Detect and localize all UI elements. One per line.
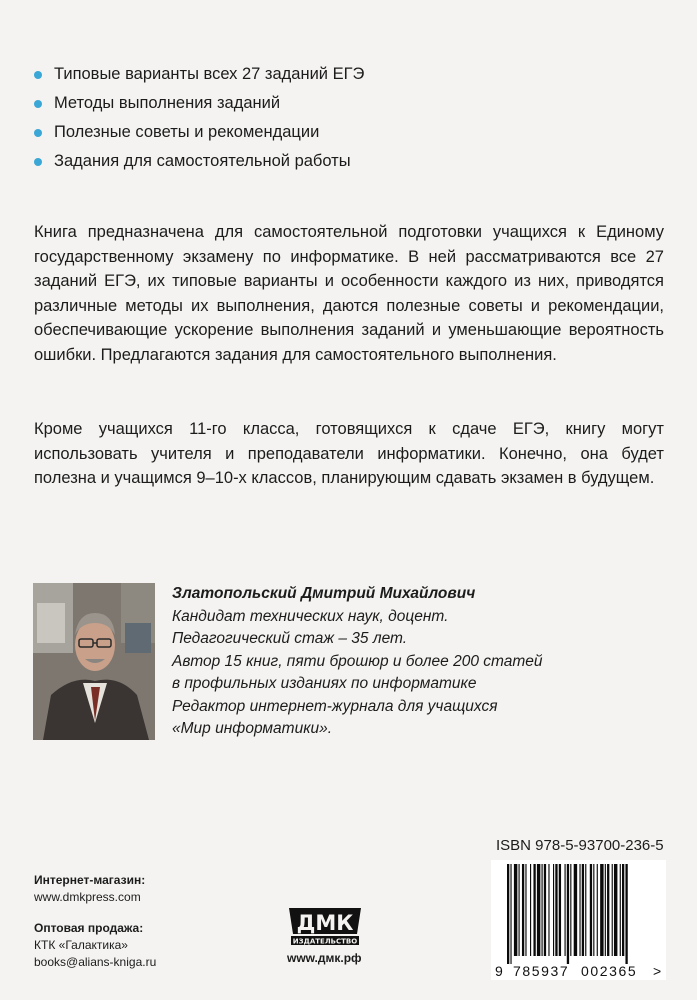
bullet-icon — [34, 100, 42, 108]
barcode-bar — [559, 864, 561, 956]
feature-item — [34, 60, 364, 89]
author-line: Педагогический стаж – 35 лет. — [172, 630, 408, 647]
publisher-logo-text: ДМК — [296, 911, 354, 935]
barcode-bar — [570, 864, 571, 956]
description-paragraph: Книга предназначена для самостоятельной подготовки учащихся к Единому государственному экзамену по информатике. В ней рассматриваются все 27 заданий ЕГЭ, их типовые варианты и особенности каждого из них, приводятся различные методы их выполнения, даются полезные советы и рекомендации, обеспечивающие ускорение выполнения заданий и уменьшающие вероятность ошибки. Предлагаются задания для самостоятельного выполнения. — [34, 223, 664, 364]
author-line: «Мир информатики». — [172, 720, 333, 737]
bullet-icon — [34, 71, 42, 79]
barcode-bar — [625, 864, 627, 964]
feature-text: Задания для самостоятельной работы — [54, 152, 351, 170]
barcode-bar — [612, 864, 613, 956]
barcode-bar — [542, 864, 543, 956]
barcode-bar — [555, 864, 557, 956]
barcode-bar — [510, 864, 511, 964]
publisher-logo — [287, 904, 363, 948]
feature-list — [34, 60, 364, 176]
barcode-bar — [537, 864, 540, 956]
barcode-bar — [597, 864, 598, 956]
barcode-bar — [519, 864, 520, 956]
feature-item — [34, 118, 364, 147]
author-line: Редактор интернет-журнала для учащихся — [172, 697, 498, 715]
barcode-bar — [579, 864, 580, 956]
isbn-barcode — [491, 860, 666, 980]
barcode-bar — [530, 864, 531, 956]
audience-paragraph: Кроме учащихся 11-го класса, готовящихся к сдаче ЕГЭ, книгу могут использовать учителя и преподаватели информатики. Конечно, она будет полезна и учащимся 9–10-х классов, планирующим сдавать экзамен в будущем. — [34, 420, 664, 487]
feature-item — [34, 147, 364, 176]
barcode-bar — [565, 864, 566, 956]
bullet-icon — [34, 158, 42, 166]
barcode-digits-right: 002365 — [581, 963, 638, 979]
barcode-bar — [614, 864, 617, 956]
barcode-bar — [622, 864, 624, 956]
feature-text: Типовые варианты всех 27 заданий ЕГЭ — [54, 65, 365, 83]
barcode-digits-left: 785937 — [513, 963, 570, 979]
barcode-bar — [585, 864, 586, 956]
online-shop — [34, 872, 145, 906]
feature-text: Полезные советы и рекомендации — [54, 123, 320, 141]
wholesale-label: Оптовая продажа: — [34, 921, 144, 935]
feature-text: Методы выполнения заданий — [54, 94, 281, 112]
barcode-bar — [548, 864, 549, 956]
barcode-bar — [514, 864, 517, 956]
barcode-bar — [605, 864, 606, 956]
wholesale-info — [34, 920, 156, 971]
barcode-bar — [607, 864, 609, 956]
barcode-bar — [522, 864, 524, 956]
author-name: Златопольский Дмитрий Михайлович — [172, 585, 476, 602]
barcode-bar — [525, 864, 526, 956]
barcode-digit-lead: 9 — [495, 963, 503, 979]
publisher-logo-subtext: ИЗДАТЕЛЬСТВО — [292, 937, 358, 946]
author-portrait-image — [33, 583, 155, 740]
barcode-bar — [533, 864, 535, 956]
isbn-label: ISBN 978-5-93700-236-5 — [496, 837, 664, 854]
barcode-bar — [600, 864, 603, 956]
barcode-bar — [593, 864, 594, 956]
author-line: Кандидат технических наук, доцент. — [172, 607, 449, 625]
online-shop-label: Интернет-магазин: — [34, 873, 146, 887]
author-line: Автор 15 книг, пяти брошюр и более 200 статей — [172, 652, 543, 670]
barcode-bar — [574, 864, 577, 956]
barcode-bar — [582, 864, 584, 956]
barcode-quiet-marker: > — [653, 963, 662, 979]
online-shop-url: www.dmkpress.com — [34, 890, 141, 904]
publisher-site: www.дмк.рф — [287, 951, 362, 965]
barcode-bar — [620, 864, 621, 956]
barcode-bar — [553, 864, 554, 956]
barcode-bar — [590, 864, 592, 956]
barcode-bar — [507, 864, 509, 964]
author-photo — [33, 583, 155, 740]
barcode-bar — [567, 864, 569, 964]
barcode-bar — [544, 864, 546, 956]
wholesale-email: books@alians-kniga.ru — [34, 955, 157, 969]
bullet-icon — [34, 129, 42, 137]
author-line: в профильных изданиях по информатике — [172, 675, 477, 692]
feature-item — [34, 89, 364, 118]
author-info — [172, 583, 543, 741]
wholesale-company: КТК «Галактика» — [34, 938, 128, 952]
